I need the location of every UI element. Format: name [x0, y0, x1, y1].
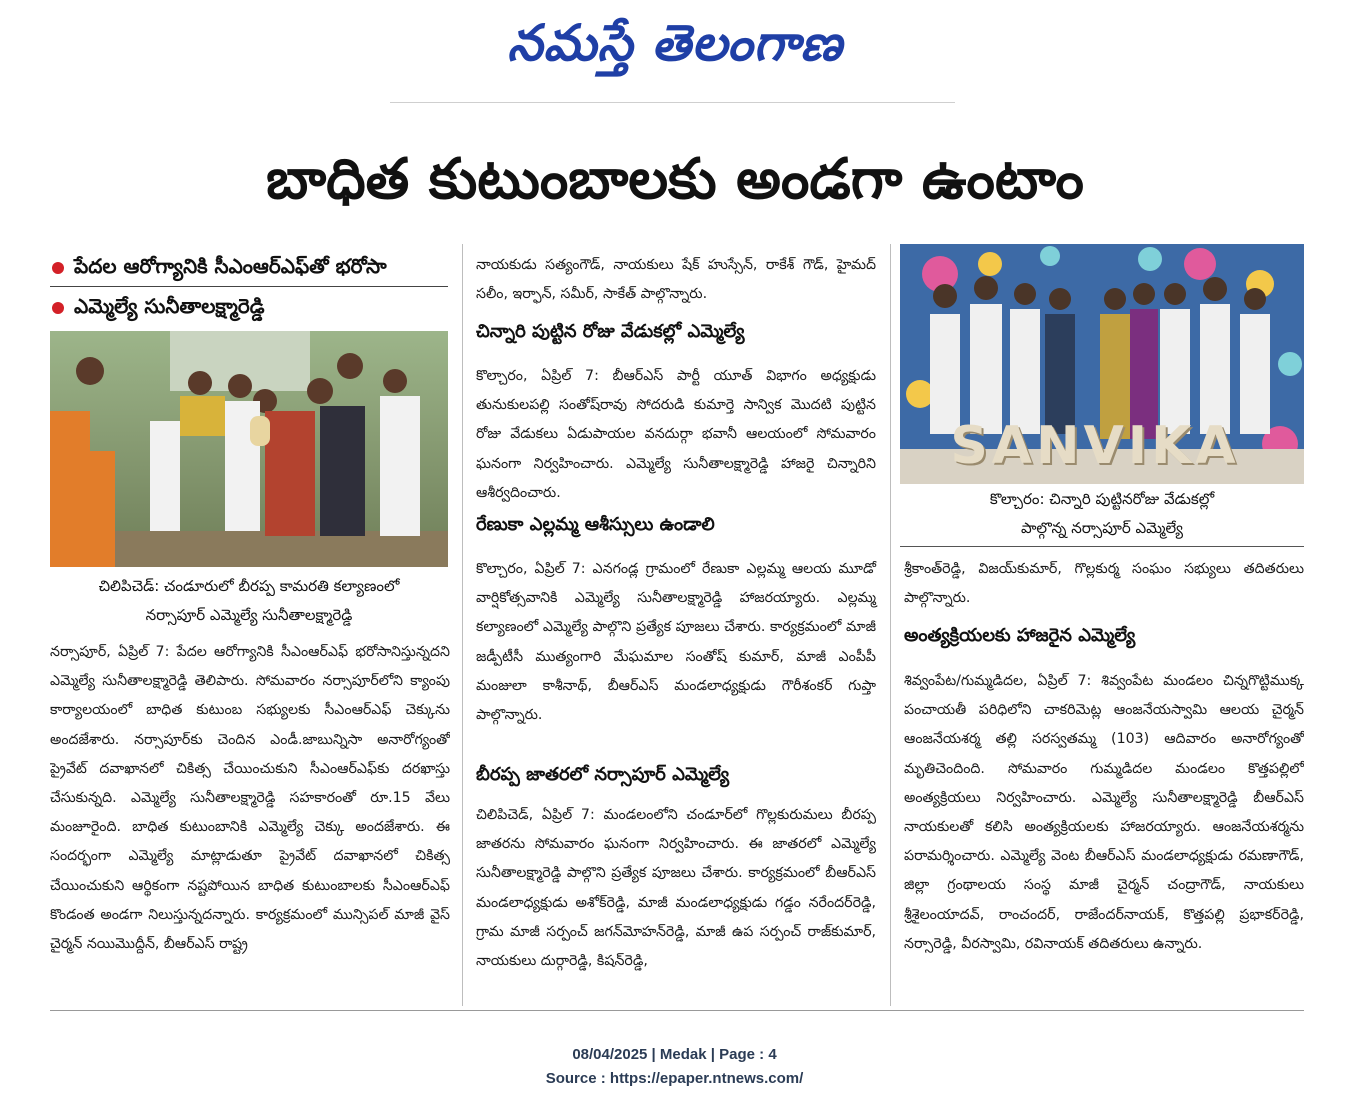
right-caption-divider — [900, 546, 1304, 547]
funeral-article-body — [904, 667, 1304, 1007]
birthday-article-body — [476, 362, 876, 508]
subheading-renuka: రేణుకా ఎల్లమ్మ ఆశీస్సులు ఉండాలి — [476, 514, 715, 535]
left-photo-caption — [50, 572, 448, 630]
sanvika-banner: SANVIKA — [950, 416, 1240, 476]
subheading-birthday: చిన్నారి పుట్టిన రోజు వేడుకల్లో ఎమ్మెల్యే — [476, 321, 745, 342]
caption-line: చిలిపిచెడ్: చండూరులో బీరప్ప కామరతి కల్యాణంలో — [98, 577, 400, 595]
bullet-point-2 — [52, 289, 265, 323]
bullet-icon — [52, 302, 64, 314]
right-photo-caption — [900, 485, 1304, 543]
masthead-divider — [390, 102, 955, 103]
newspaper-masthead: నమస్తే తెలంగాణ — [507, 13, 843, 72]
birthday-paragraph: కొల్చారం, ఏప్రిల్ 7: బీఆర్ఎస్ పార్టీ యూత్ విభాగం అధ్యక్షుడు తునుకులపల్లి సంతోష్‌రావు సోదరుడి కుమార్తె సాన్విక మొదటి పుట్టిన రోజు వేడుకలు ఏడుపాయల వనదుర్గా భవానీ ఆలయంలో సోమవారం ఘనంగా నిర్వహించారు. ఎమ్మెల్యే సునీతాలక్ష్మారెడ్డి హాజరై చిన్నారిని ఆశీర్వదించారు. — [476, 368, 876, 501]
ceremony-photo-illustration — [50, 331, 448, 567]
middle-continuation — [476, 251, 876, 309]
subheading-beerappa: బీరప్ప జాతరలో నర్సాపూర్ ఎమ్మెల్యే — [476, 764, 730, 785]
caption-line: పాల్గొన్న నర్సాపూర్ ఎమ్మెల్యే — [1020, 519, 1184, 537]
bullet-text: పేదల ఆరోగ్యానికి సీఎంఆర్ఎఫ్‌తో భరోసా — [74, 254, 387, 278]
caption-line: నర్సాపూర్ ఎమ్మెల్యే సునీతాలక్ష్మారెడ్డి — [145, 606, 353, 624]
beerappa-article-body — [476, 801, 876, 1006]
bottom-divider — [50, 1010, 1304, 1011]
funeral-paragraph: శివ్వంపేట/గుమ్మడిదల, ఏప్రిల్ 7: శివ్వంపేట మండలం చిన్నగొట్టిముక్క పంచాయతీ పరిధిలోని చాకరిమెట్ల ఆంజనేయస్వామి ఆలయ చైర్మన్ ఆంజనేయశర్మ తల్లి సరస్వతమ్మ (103) ఆదివారం అనారోగ్యంతో మృతిచెందింది. సోమవారం గుమ్మడిదల మండలం కొత్తపల్లిలో అంత్యక్రియలు నిర్వహించారు. ఎమ్మెల్యే సునీతాలక్ష్మారెడ్డి బీఆర్ఎస్ నాయకులతో కలిసి అంత్యక్రియలకు హాజరయ్యారు. ఆంజనేయశర్మను పరామర్శించారు. ఎమ్మెల్యే వెంట బీఆర్ఎస్ మండలాధ్యక్షుడు రమణాగౌడ్, జిల్లా గ్రంథాలయ సంస్థ మాజీ చైర్మన్ చంద్రాగౌడ్, నాయకులు శ్రీశైలంయాదవ్, రాంచందర్, రాజేందర్‌నాయక్, కొత్తపల్లి ప్రభాకర్‌రెడ్డి, నర్సారెడ్డి, వీరస్వామి, రవినాయక్ తదితరులు ఉన్నారు. — [904, 673, 1304, 952]
right-continuation — [904, 555, 1304, 613]
article-headline: బాధిత కుటుంబాలకు అండగా ఉంటాం — [266, 147, 1084, 212]
left-news-photo — [50, 331, 448, 567]
beerappa-paragraph: చిలిపిచెడ్, ఏప్రిల్ 7: మండలంలోని చండూర్‌లో గొల్లకురుమలు బీరప్ప జాతరను సోమవారం ఘనంగా నిర్వహించారు. ఈ జాతరలో ఎమ్మెల్యే సునీతాలక్ష్మారెడ్డి పాల్గొని ప్రత్యేక పూజలు చేశారు. కార్యక్రమంలో బీఆర్ఎస్ మండలాధ్యక్షుడు అశోక్‌రెడ్డి, మాజీ మండలాధ్యక్షుడు గడ్డం నరేందర్‌రెడ్డి, గ్రామ మాజీ సర్పంచ్ జగన్‌మోహన్‌రెడ్డి, మాజీ ఉప సర్పంచ్ రాజ్‌కుమార్, నాయకులు దుర్గారెడ్డి, కిషన్‌రెడ్డి, — [476, 807, 876, 970]
bullet-point-1 — [52, 249, 387, 283]
caption-line: కొల్చారం: చిన్నారి పుట్టినరోజు వేడుకల్లో — [989, 490, 1215, 508]
bullet-divider — [50, 286, 448, 287]
page-footer — [0, 1043, 1349, 1091]
bullet-text: ఎమ్మెల్యే సునీతాలక్ష్మారెడ్డి — [74, 294, 265, 318]
column-divider-right — [890, 244, 891, 1006]
continuation-paragraph: నాయకుడు సత్యంగౌడ్, నాయకులు షేక్ హుస్సేన్, రాకేశ్ గౌడ్, హైమద్ సలీం, ఇర్ఫాన్, సమీర్, సాకేత్ పాల్గొన్నారు. — [476, 257, 876, 303]
source-link[interactable]: Source : https://epaper.ntnews.com/ — [545, 1070, 804, 1087]
continuation-paragraph: శ్రీకాంత్‌రెడ్డి, విజయ్‌కుమార్, గొల్లకుర్మ సంఘం సభ్యులు తదితరులు పాల్గొన్నారు. — [904, 561, 1304, 607]
renuka-paragraph: కొల్చారం, ఏప్రిల్ 7: ఎనగండ్ల గ్రామంలో రేణుకా ఎల్లమ్మ ఆలయ మూడో వార్షికోత్సవానికి ఎమ్మెల్యే సునీతాలక్ష్మారెడ్డి హాజరయ్యారు. ఎల్లమ్మ కల్యాణంలో ఎమ్మెల్యే పాల్గొని ప్రత్యేక పూజలు చేశారు. కార్యక్రమంలో మాజీ జడ్పీటీసీ ముత్యంగారి మేఘమాల సంతోష్ కుమార్, మాజీ ఎంపీపీ మంజులా కాశీనాథ్, బీఆర్ఎస్ మండలాధ్యక్షుడు గౌరీశంకర్ గుప్తా పాల్గొన్నారు. — [476, 561, 876, 724]
subheading-funeral: అంత్యక్రియలకు హాజరైన ఎమ్మెల్యే — [904, 625, 1136, 646]
bullet-icon — [52, 262, 64, 274]
left-article-body — [50, 638, 450, 1004]
edition-info: 08/04/2025 | Medak | Page : 4 — [572, 1046, 777, 1063]
right-news-photo — [900, 244, 1304, 484]
column-divider-left — [462, 244, 463, 1006]
article-paragraph: నర్సాపూర్, ఏప్రిల్ 7: పేదల ఆరోగ్యానికి సీఎంఆర్ఎఫ్ భరోసానిస్తున్నదని ఎమ్మెల్యే సునీతాలక్ష్మారెడ్డి తెలిపారు. సోమవారం నర్సాపూర్‌లోని క్యాంపు కార్యాలయంలో బాధిత కుటుంబ సభ్యులకు సీఎంఆర్ఎఫ్ చెక్కును అందజేశారు. నర్సాపూర్‌కు చెందిన ఎండీ.జాబున్నిసా అనారోగ్యంతో ప్రైవేట్ దవాఖానలో చికిత్స చేయించుకుని సీఎంఆర్ఎఫ్‌కు దరఖాస్తు చేసుకున్నది. ఎమ్మెల్యే సునీతాలక్ష్మారెడ్డి సహకారంతో రూ.15 వేలు మంజూరైంది. బాధిత కుటుంబానికి ఎమ్మెల్యే చెక్కు అందజేశారు. ఈ సందర్భంగా ఎమ్మెల్యే మాట్లాడుతూ ప్రైవేట్ దవాఖానలో చికిత్స చేయించుకుని ఆర్థికంగా నష్టపోయిన బాధిత కుటుంబాలకు సీఎంఆర్ఎఫ్ కొండంత అండగా నిలుస్తున్నదన్నారు. కార్యక్రమంలో మున్సిపల్ మాజీ వైస్ చైర్మన్ నయిమొద్దీన్, బీఆర్ఎస్ రాష్ట్ర — [50, 644, 450, 953]
renuka-article-body — [476, 555, 876, 730]
